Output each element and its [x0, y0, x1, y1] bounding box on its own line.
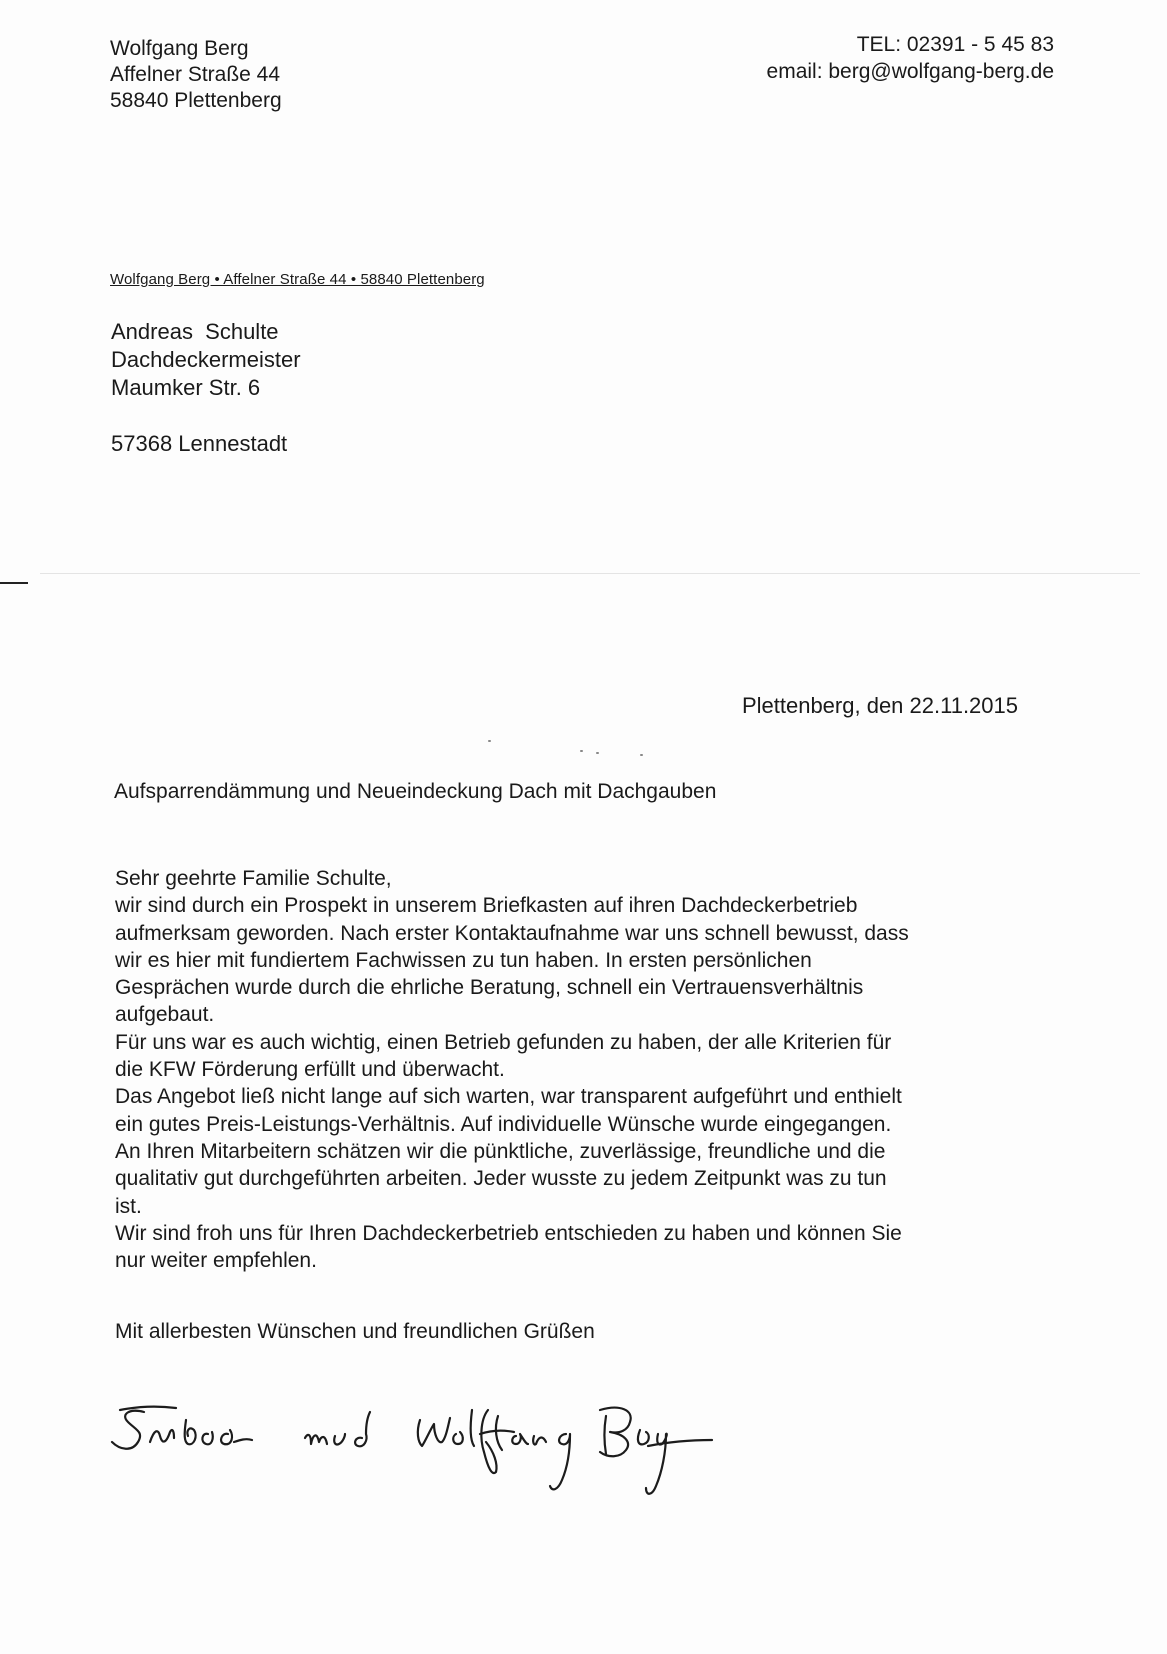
- date-line: Plettenberg, den 22.11.2015: [741, 693, 1018, 718]
- body-line: Wir sind froh uns für Ihren Dachdeckerbetrieb entschieden zu haben und können Sie: [115, 1221, 902, 1245]
- fold-mark: [0, 582, 28, 584]
- sender-phone: TEL: 02391 - 5 45 83: [856, 33, 1054, 56]
- body-line: Gesprächen wurde durch die ehrliche Beratung, schnell ein Vertrauensverhältnis: [115, 976, 864, 1000]
- sender-contact-block: [767, 31, 1054, 85]
- body-line: nur weiter empfehlen.: [115, 1249, 317, 1273]
- body-line: aufmerksam geworden. Nach erster Kontaktaufnahme war uns schnell bewusst, dass: [115, 921, 909, 945]
- scan-specks: [480, 738, 660, 758]
- body-line: Das Angebot ließ nicht lange auf sich warten, war transparent aufgeführt und enthielt: [115, 1085, 902, 1109]
- recipient-city: 57368 Lennestadt: [111, 431, 288, 456]
- return-address-line: Wolfgang Berg • Affelner Straße 44 • 58840 Plettenberg: [110, 271, 485, 288]
- body-line: wir es hier mit fundiertem Fachwissen zu tun haben. In ersten persönlichen: [115, 948, 812, 972]
- body-line: ein gutes Preis-Leistungs-Verhältnis. Auf individuelle Wünsche wurde eingegangen.: [115, 1112, 892, 1136]
- body-line: aufgebaut.: [115, 1003, 215, 1027]
- body-line: An Ihren Mitarbeitern schätzen wir die pünktliche, zuverlässige, freundliche und die: [115, 1139, 886, 1163]
- body-line: ist.: [115, 1194, 142, 1218]
- body-line: Für uns war es auch wichtig, einen Betrieb gefunden zu haben, der alle Kriterien für: [115, 1030, 892, 1054]
- scan-fold-line: [40, 573, 1140, 574]
- recipient-title: Dachdeckermeister: [111, 347, 301, 372]
- sender-address-block: [110, 36, 282, 114]
- letter-body: [115, 865, 1060, 1274]
- sender-name: Wolfgang Berg: [110, 37, 249, 60]
- recipient-name: Andreas Schulte: [111, 319, 279, 344]
- signature-drawing: [100, 1380, 740, 1530]
- recipient-street: Maumker Str. 6: [111, 375, 261, 400]
- body-line: qualitativ gut durchgeführten arbeiten. Jeder wusste zu jedem Zeitpunkt was zu tun: [115, 1167, 887, 1191]
- recipient-spacer: [111, 402, 301, 430]
- subject-line: Aufsparrendämmung und Neueindeckung Dach mit Dachgauben: [114, 780, 717, 803]
- handwritten-signature: [100, 1380, 740, 1530]
- sender-city: 58840 Plettenberg: [110, 89, 282, 112]
- recipient-address-block: [111, 318, 301, 458]
- closing-line: Mit allerbesten Wünschen und freundlichen Grüßen: [115, 1320, 595, 1343]
- sender-street: Affelner Straße 44: [110, 63, 281, 86]
- sender-email: email: berg@wolfgang-berg.de: [766, 60, 1054, 83]
- body-line: Sehr geehrte Familie Schulte,: [115, 867, 392, 890]
- body-line: wir sind durch ein Prospekt in unserem Briefkasten auf ihren Dachdeckerbetrieb: [115, 894, 858, 918]
- body-line: die KFW Förderung erfüllt und überwacht.: [115, 1058, 505, 1082]
